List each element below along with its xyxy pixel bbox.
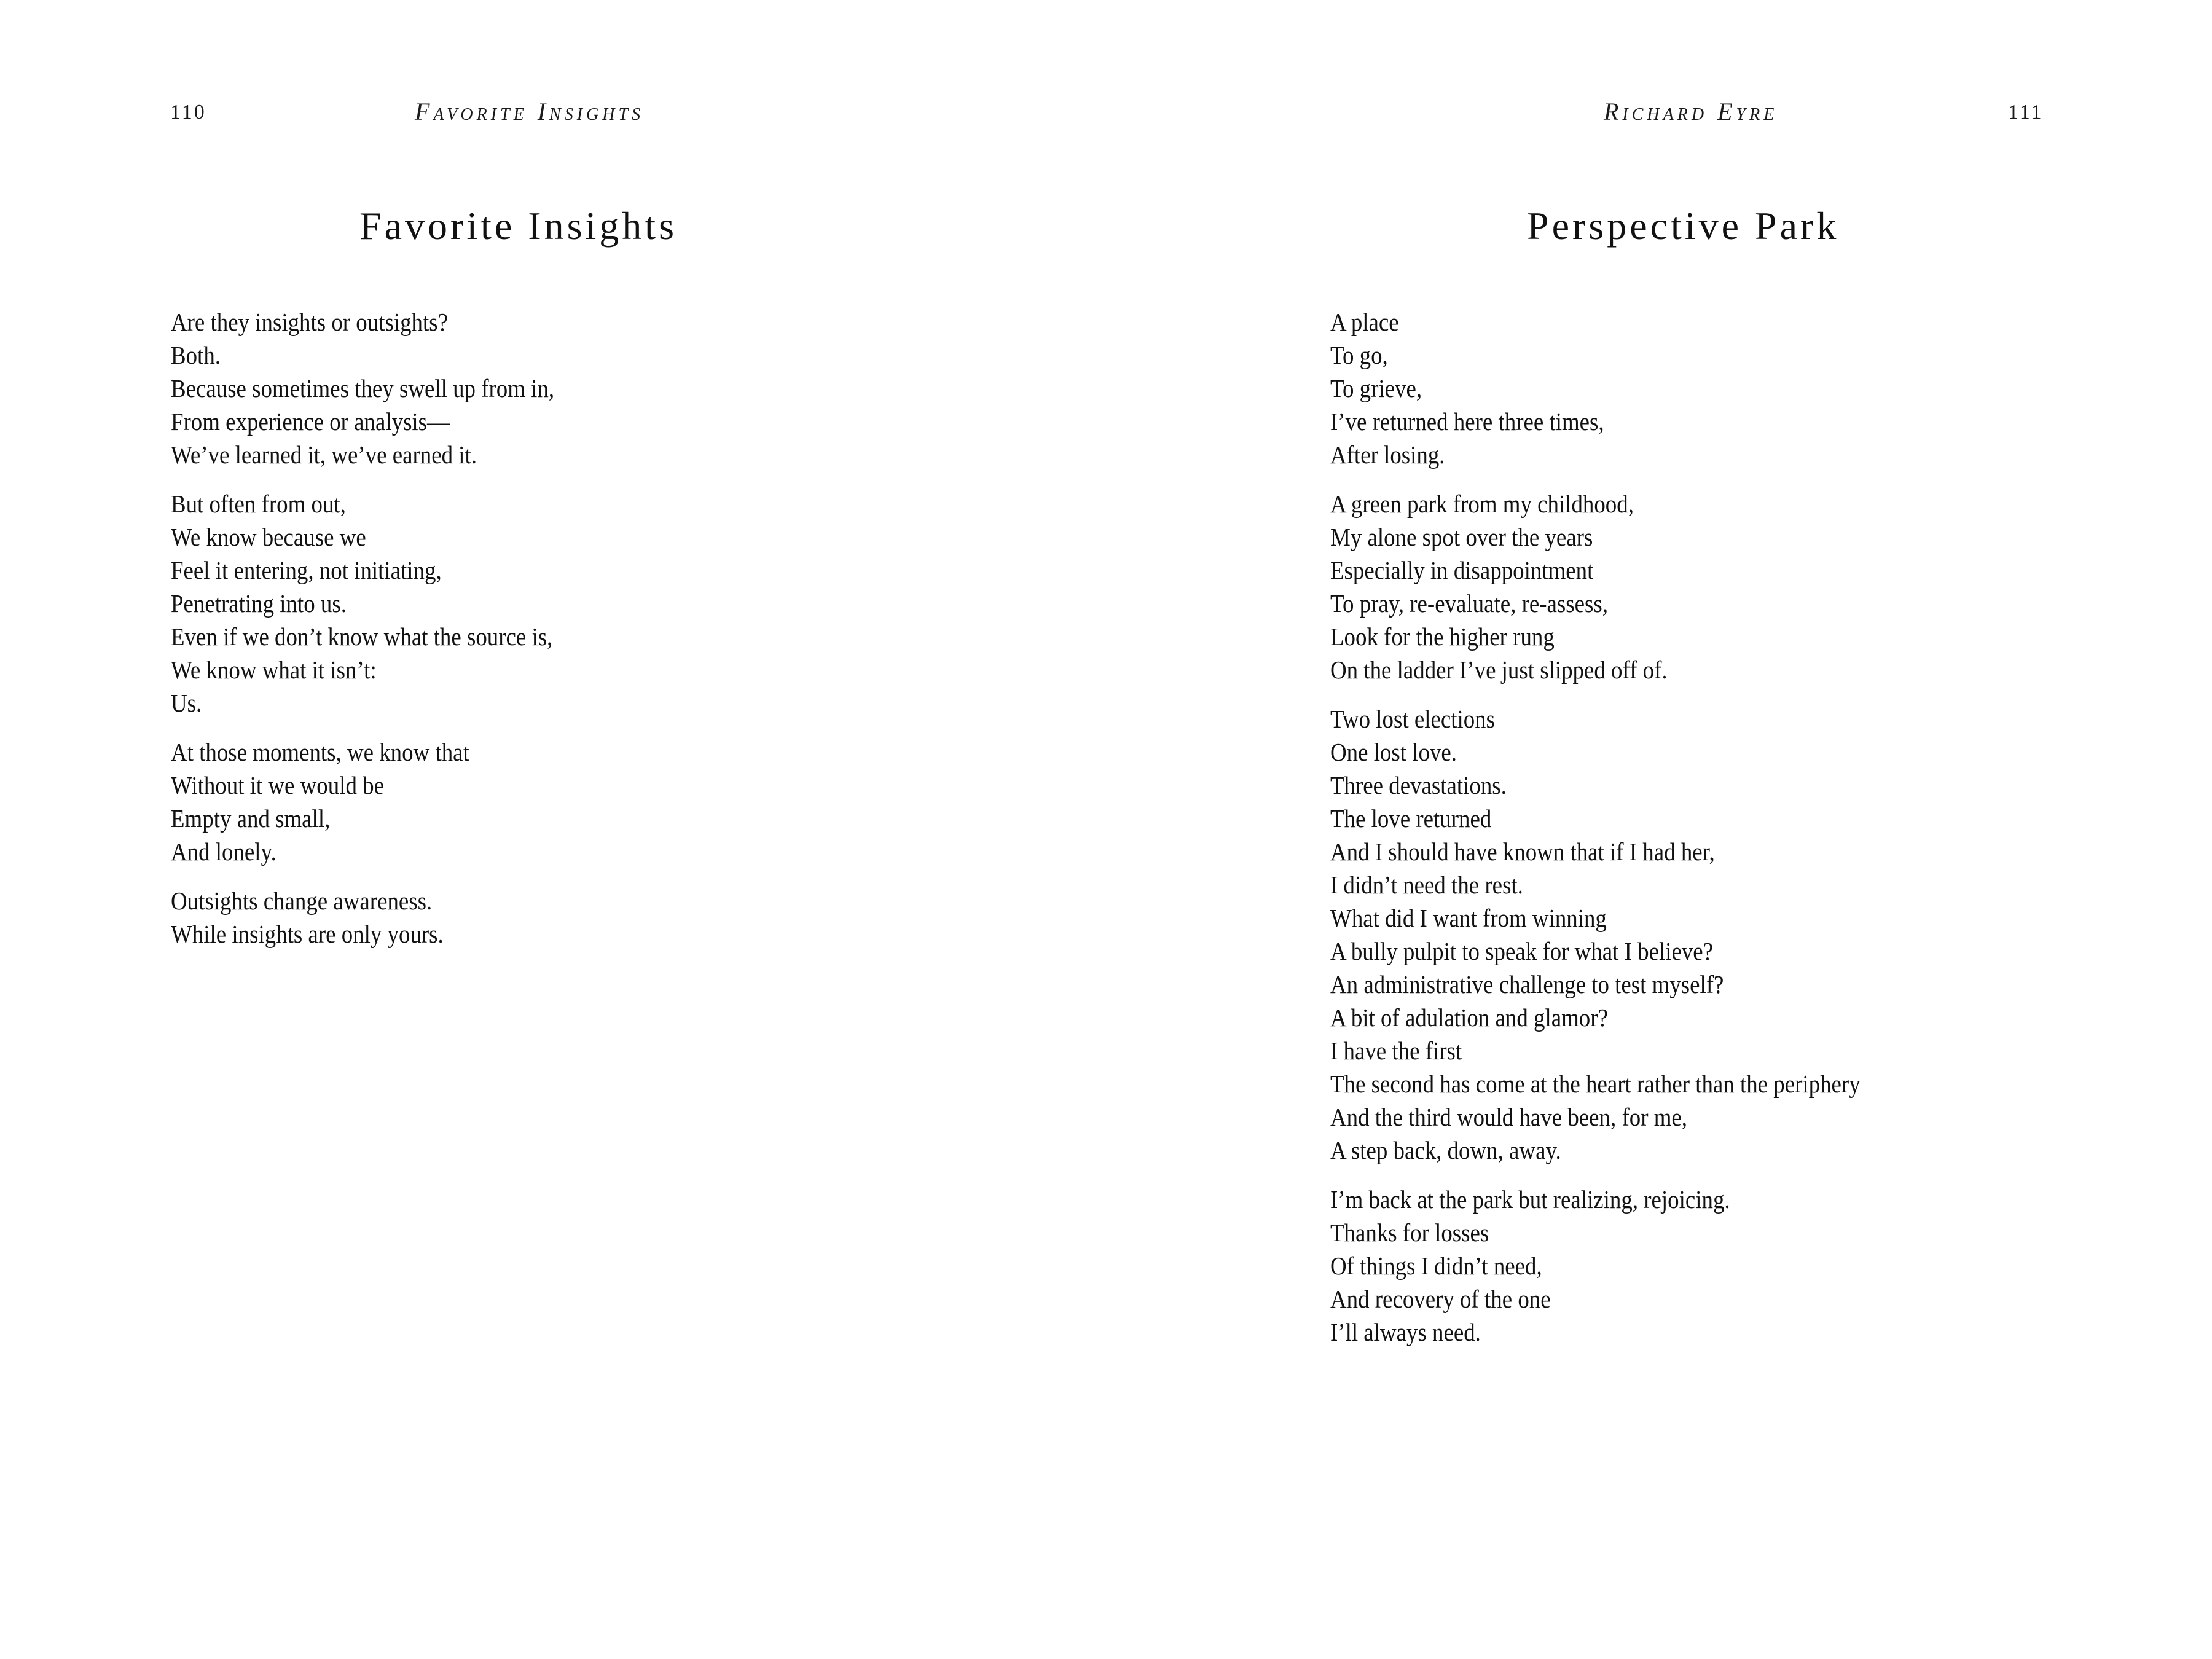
poem-line: The love returned <box>1330 804 1492 833</box>
poem-title: Favorite Insights <box>359 204 677 248</box>
poem-line: We’ve learned it, we’ve earned it. <box>171 441 477 469</box>
poem-line: We know because we <box>171 523 366 551</box>
poem-line: Without it we would be <box>171 771 384 799</box>
stanza <box>171 735 554 868</box>
poem-line: Even if we don’t know what the source is, <box>171 622 553 651</box>
poem-line: After losing. <box>1330 441 1445 469</box>
poem-line: The second has come at the heart rather than the periphery <box>1330 1070 1861 1098</box>
poem-line: A step back, down, away. <box>1330 1136 1561 1164</box>
poem-line: Of things I didn’t need, <box>1330 1252 1542 1280</box>
running-head: Richard Eyre <box>1604 98 1778 125</box>
poem-line: Penetrating into us. <box>171 589 347 618</box>
poem-line: At those moments, we know that <box>171 738 469 766</box>
poem-line: I have the first <box>1330 1037 1462 1065</box>
poem-line: I’m back at the park but realizing, rejoicing. <box>1330 1185 1730 1214</box>
stanza <box>171 305 554 471</box>
poem-line: And recovery of the one <box>1330 1285 1551 1313</box>
poem-line: I didn’t need the rest. <box>1330 871 1523 899</box>
poem-line: But often from out, <box>171 490 346 518</box>
poem-line: Us. <box>171 689 202 717</box>
page-number: 110 <box>170 101 206 124</box>
poem-line: Three devastations. <box>1330 771 1507 799</box>
poem-line: A bit of adulation and glamor? <box>1330 1003 1608 1032</box>
poem-line: To go, <box>1330 341 1388 369</box>
poem-line: Thanks for losses <box>1330 1218 1489 1247</box>
poem-line: Especially in disappointment <box>1330 556 1594 584</box>
stanza <box>171 487 554 720</box>
poem-line: While insights are only yours. <box>171 920 444 948</box>
poem-line: Because sometimes they swell up from in, <box>171 374 555 402</box>
poem-line: A green park from my childhood, <box>1330 490 1634 518</box>
poem-line: I’ve returned here three times, <box>1330 407 1604 436</box>
poem-line: One lost love. <box>1330 738 1457 766</box>
poem-line: Two lost elections <box>1330 705 1495 733</box>
poem-title: Perspective Park <box>1527 204 1840 248</box>
poem-line: An administrative challenge to test myself? <box>1330 970 1724 998</box>
poem-line: Empty and small, <box>171 804 331 833</box>
running-head: Favorite Insights <box>415 98 645 125</box>
stanza <box>1330 305 1861 471</box>
poem-body <box>1330 305 1861 1365</box>
poem-line: I’ll always need. <box>1330 1318 1481 1346</box>
poem-line: We know what it isn’t: <box>171 656 377 684</box>
poem-line: Are they insights or outsights? <box>171 308 448 336</box>
poem-line: A bully pulpit to speak for what I believe? <box>1330 937 1714 965</box>
poem-line: From experience or analysis— <box>171 407 450 436</box>
page-number: 111 <box>2008 101 2044 124</box>
poem-line: To pray, re-evaluate, re-assess, <box>1330 589 1608 618</box>
poem-line: Feel it entering, not initiating, <box>171 556 442 584</box>
poem-line: My alone spot over the years <box>1330 523 1593 551</box>
right-page <box>1106 0 2212 1659</box>
poem-line: To grieve, <box>1330 374 1422 402</box>
stanza <box>1330 1183 1861 1349</box>
stanza <box>1330 702 1861 1167</box>
poem-line: And I should have known that if I had her, <box>1330 837 1715 866</box>
stanza <box>1330 487 1861 686</box>
poem-line: A place <box>1330 308 1399 336</box>
poem-line: Look for the higher rung <box>1330 622 1555 651</box>
poem-line: What did I want from winning <box>1330 904 1607 932</box>
poem-body <box>171 305 554 967</box>
poem-line: And lonely. <box>171 837 276 866</box>
poem-line: Both. <box>171 341 221 369</box>
poem-line: Outsights change awareness. <box>171 887 433 915</box>
stanza <box>171 884 554 951</box>
poem-line: On the ladder I’ve just slipped off of. <box>1330 656 1668 684</box>
poem-line: And the third would have been, for me, <box>1330 1103 1688 1131</box>
